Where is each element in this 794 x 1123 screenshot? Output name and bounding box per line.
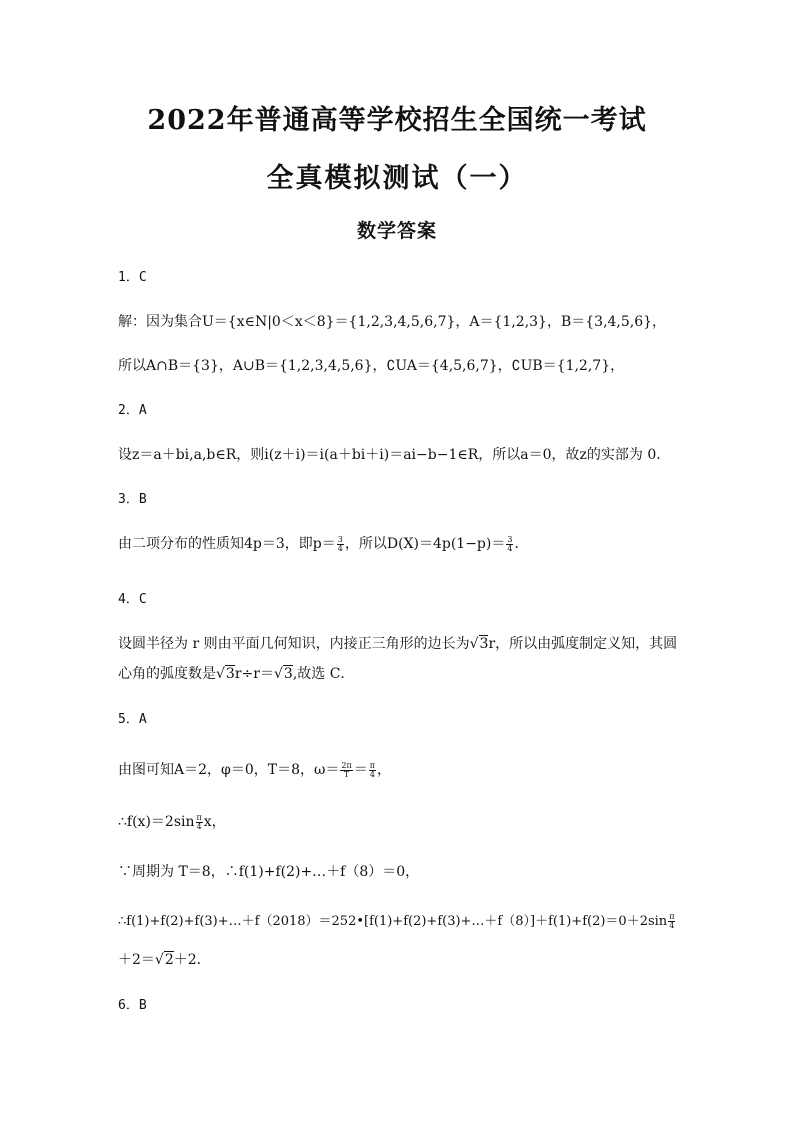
q4-solution-line2: 心角的弧度数是√3r÷r＝√3,故选 C．	[118, 666, 355, 682]
q3-text-mid: ，所以D(X)＝4p(1−p)＝	[344, 536, 506, 552]
q3-text-end: .	[514, 536, 519, 552]
main-title: 2022年普通高等学校招生全国统一考试	[147, 105, 647, 136]
section-title: 数学答案	[356, 220, 437, 242]
fraction: $\frac{3}{4}$	[337, 534, 343, 553]
fraction: $\frac{3}{4}$	[507, 534, 513, 553]
q5-solution-line3: ∵周期为 T＝8，∴f(1)+f(2)+…＋f（8）＝0，	[118, 864, 420, 880]
q1-solution-line2: 所以A∩B＝{3}，A∪B＝{1,2,3,4,5,6}，∁UA＝{4,5,6,7}，∁UB＝{1,2,7}，	[118, 358, 625, 374]
q3-text-before: 由二项分布的性质知4p＝3，即p＝	[118, 536, 336, 552]
q1-solution-line1: 解：因为集合U＝{x∈N|0＜x＜8}＝{1,2,3,4,5,6,7}，A＝{1,2,3}，B＝{3,4,5,6}，	[118, 314, 667, 330]
q5-solution-line1: 由图可知A＝2，φ＝0，T＝8，ω＝ $\frac{2\pi}{T}$ ＝ $\frac{\pi}{4}$ ，	[118, 760, 392, 779]
q4-solution-line1: 设圆半径为 r 则由平面几何知识，内接正三角形的边长为√3r，所以由弧度制定义知，其圆	[118, 636, 678, 652]
q5-solution-line5: ＋2＝√2＋2．	[118, 952, 211, 968]
q2-solution-line1: 设z＝a＋bi,a,b∈R，则i(z＋i)＝i(a＋bi＋i)＝ai−b−1∈R，所以a＝0，故z的实部为 0.	[118, 447, 661, 463]
answer-label-1: 1．C	[118, 270, 147, 285]
q3-solution-line1	[118, 534, 688, 554]
fraction: $\frac{\pi}{4}$	[369, 760, 376, 779]
fraction: $\frac{\pi}{4}$	[196, 812, 202, 831]
sub-title: 全真模拟测试（一）	[266, 163, 528, 194]
answer-label-4: 4．C	[118, 592, 147, 607]
answer-label-2: 2．A	[118, 403, 147, 418]
q5-solution-line2: ∴f(x)＝2sin $\frac{\pi}{4}$ x，	[118, 812, 226, 831]
answer-label-3: 3．B	[118, 492, 147, 507]
q5-solution-line4: ∴f(1)+f(2)+f(3)+…＋f（2018）＝252•[f(1)+f(2)+f(3)+…＋f（8）]＋f(1)+f(2)＝0＋2sin $\frac{\pi}{4}$	[118, 912, 675, 930]
fraction: $\frac{\pi}{4}$	[669, 912, 675, 930]
answer-label-5: 5．A	[118, 712, 147, 727]
fraction: $\frac{2\pi}{T}$	[341, 760, 352, 779]
answer-label-6: 6．B	[118, 998, 147, 1013]
